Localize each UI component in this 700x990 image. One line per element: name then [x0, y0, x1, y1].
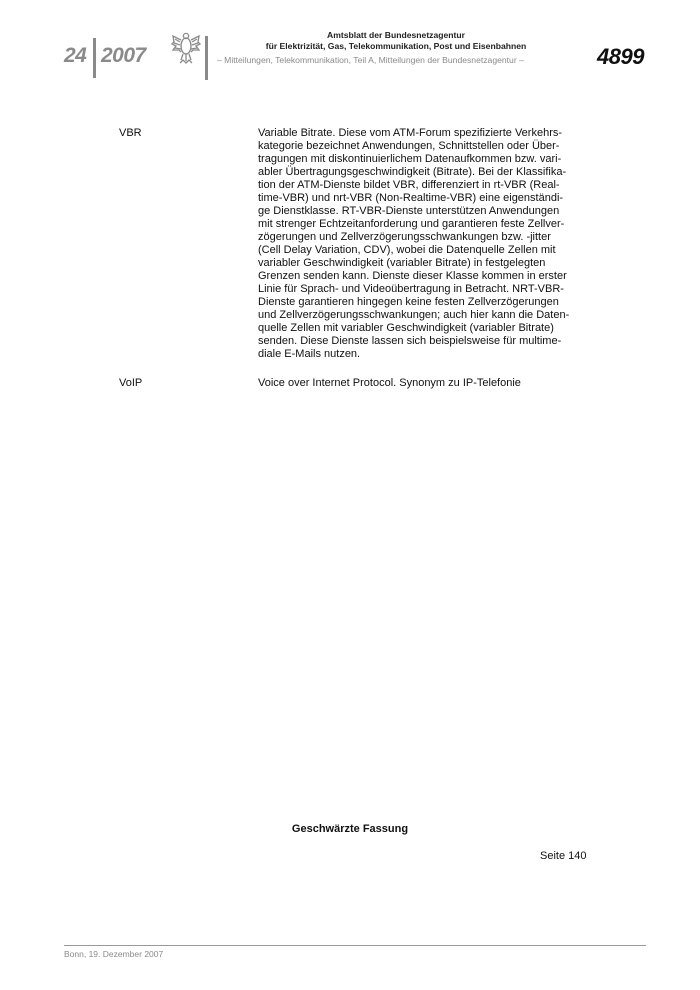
issue-number: 24: [64, 44, 87, 67]
definition-line: Variable Bitrate. Diese vom ATM-Forum spezifizierte Verkehrs-: [258, 127, 563, 139]
gazette-title: [217, 30, 575, 52]
gazette-title-line-1: Amtsblatt der Bundesnetzagentur: [327, 30, 465, 40]
definition-line: quelle Zellen mit variabler Geschwindigkeit (variabler Bitrate): [258, 322, 554, 334]
definition-line: tion der ATM-Dienste bildet VBR, differenziert in rt-VBR (Real-: [258, 179, 560, 191]
seite-label: Seite 140: [540, 850, 587, 862]
definition-line: Dienste garantieren hingegen keine festen Zellverzögerungen: [258, 296, 559, 308]
definition-line: Voice over Internet Protocol. Synonym zu IP-Telefonie: [258, 377, 521, 389]
definition-line: variabler Geschwindigkeit (variabler Bitrate) in festgelegten: [258, 257, 546, 269]
definition-line: Grenzen senden kann. Dienste dieser Klasse kommen in erster: [258, 270, 567, 282]
issue-year: 2007: [101, 44, 146, 67]
glossary-definition-vbr: [258, 127, 588, 361]
redacted-version-label: Geschwärzte Fassung: [291, 823, 409, 835]
header-divider: [93, 38, 96, 78]
header-divider-2: [205, 36, 208, 80]
glossary-term-voip: VoIP: [119, 377, 143, 389]
page-number: 4899: [597, 44, 644, 69]
definition-line: diale E-Mails nutzen.: [258, 348, 361, 360]
definition-line: abler Übertragungsgeschwindigkeit (Bitrate). Bei der Klassifika-: [258, 166, 567, 178]
definition-line: und Zellverzögerungsschwankungen; auch hier kann die Daten-: [258, 309, 570, 321]
definition-line: zögerungen und Zellverzögerungsschwankungen bzw. -jitter: [258, 231, 551, 243]
definition-line: time-VBR) und nrt-VBR (Non-Realtime-VBR) eine eigenständi-: [258, 192, 564, 204]
gazette-subtitle: – Mitteilungen, Telekommunikation, Teil A, Mitteilungen der Bundesnetzagentur –: [217, 55, 524, 65]
definition-line: ge Dienstklasse. RT-VBR-Dienste unterstützen Anwendungen: [258, 205, 560, 217]
definition-line: senden. Diese Dienste lassen sich beispielsweise für multime-: [258, 335, 562, 347]
federal-eagle-icon: [170, 30, 202, 66]
definition-line: tragungen mit diskontinuierlichem Datenaufkommen bzw. vari-: [258, 153, 562, 165]
glossary-definition-voip: [258, 377, 588, 390]
glossary-term-vbr: VBR: [119, 127, 142, 139]
definition-line: mit strenger Echtzeitanforderung und garantieren feste Zellver-: [258, 218, 565, 230]
definition-line: Linie für Sprach- und Videoübertragung in Betracht. NRT-VBR-: [258, 283, 564, 295]
gazette-title-line-2: für Elektrizität, Gas, Telekommunikation, Post und Eisenbahnen: [265, 41, 527, 51]
definition-line: kategorie bezeichnet Anwendungen, Schnittstellen oder Über-: [258, 140, 560, 152]
footer-divider: [64, 945, 646, 946]
footer-date: Bonn, 19. Dezember 2007: [64, 949, 164, 959]
definition-line: (Cell Delay Variation, CDV), wobei die Datenquelle Zellen mit: [258, 244, 556, 256]
